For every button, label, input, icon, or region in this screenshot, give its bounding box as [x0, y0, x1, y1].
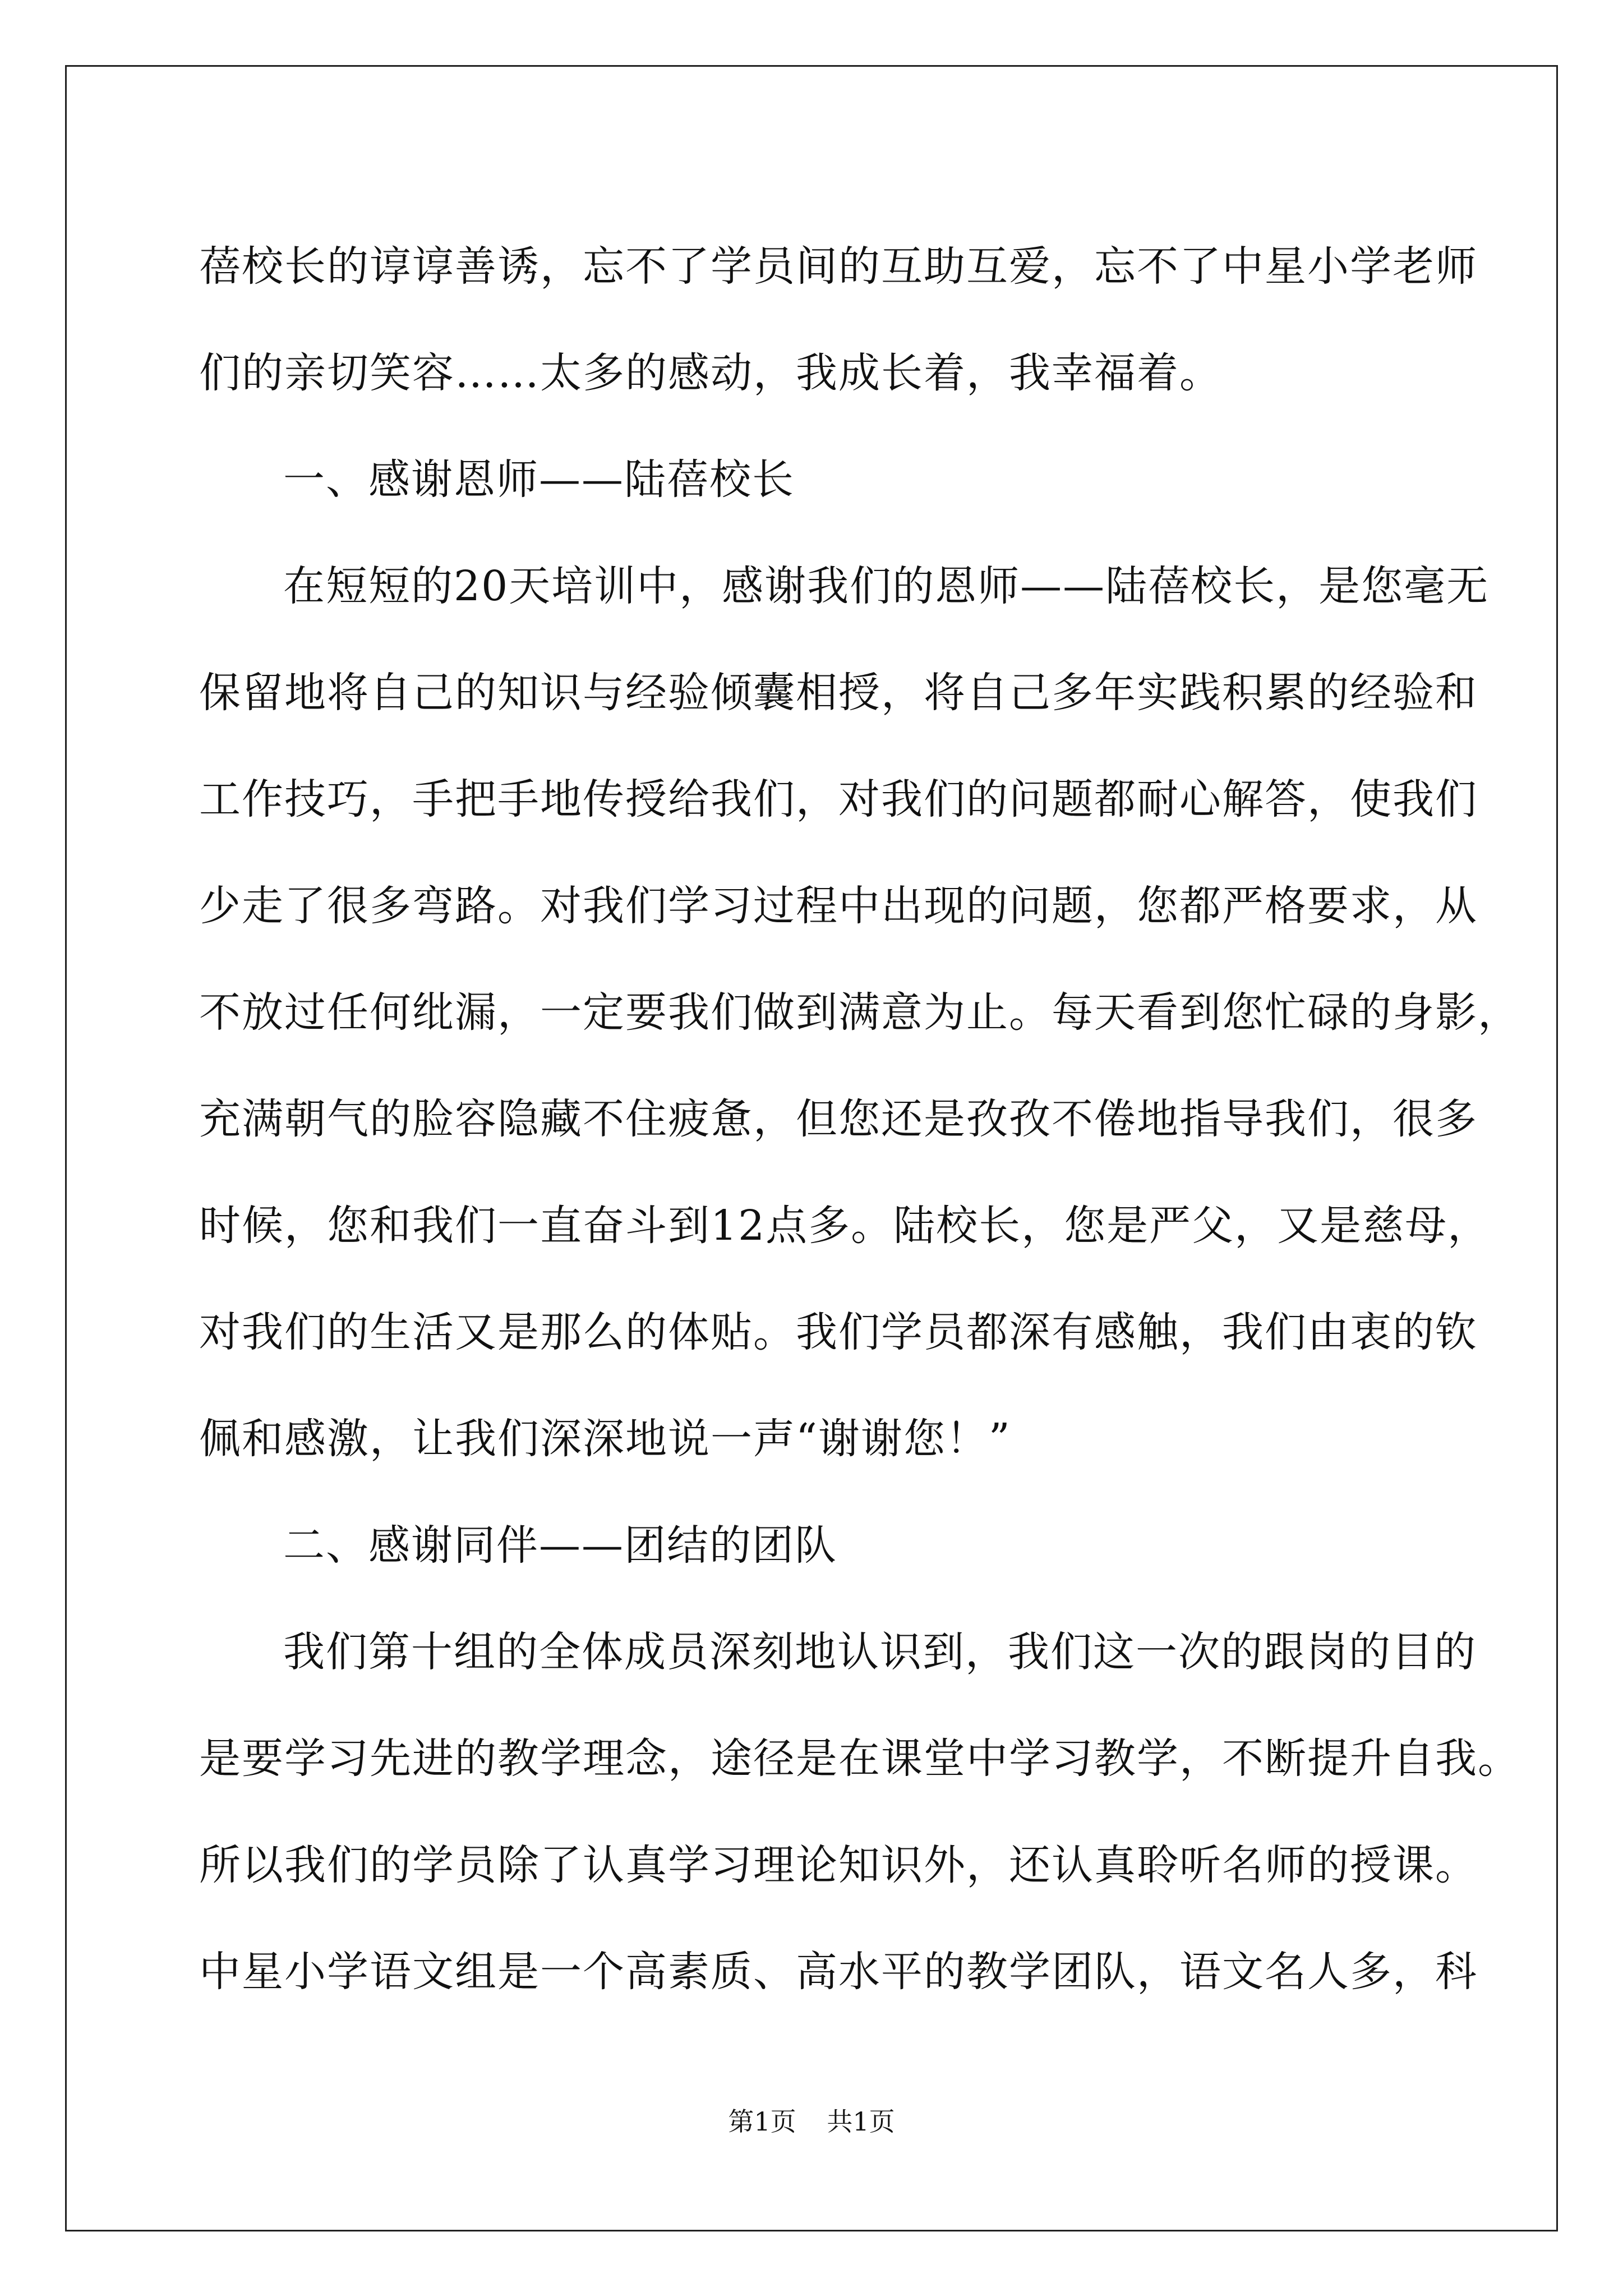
- page-number: 第1页: [728, 2106, 796, 2137]
- text-line: 保留地将自己的知识与经验倾囊相授，将自己多年实践积累的经验和: [199, 669, 1478, 717]
- text-line: 们的亲切笑容……太多的感动，我成长着，我幸福着。: [199, 349, 1222, 397]
- text-line: 对我们的生活又是那么的体贴。我们学员都深有感触，我们由衷的钦: [199, 1308, 1478, 1356]
- text-line: 充满朝气的脸容隐藏不住疲惫，但您还是孜孜不倦地指导我们，很多: [199, 1095, 1478, 1143]
- text-line: 蓓校长的谆谆善诱，忘不了学员间的互助互爱，忘不了中星小学老师: [199, 242, 1478, 291]
- text-line: 时候，您和我们一直奋斗到12点多。陆校长，您是严父，又是慈母，: [199, 1202, 1491, 1250]
- page-total: 共1页: [827, 2106, 895, 2137]
- text-line: 中星小学语文组是一个高素质、高水平的教学团队，语文名人多，科: [199, 1948, 1478, 1996]
- section-heading: 一、感谢恩师——陆蓓校长: [283, 455, 795, 504]
- section-heading: 二、感谢同伴——团结的团队: [283, 1521, 837, 1570]
- document-body: [199, 213, 1520, 2025]
- paragraph-start: 我们第十组的全体成员深刻地认识到，我们这一次的跟岗的目的: [283, 1628, 1477, 1676]
- text-line: 是要学习先进的教学理念，途径是在课堂中学习教学，不断提升自我。: [199, 1734, 1520, 1783]
- text-line: 不放过任何纰漏，一定要我们做到满意为止。每天看到您忙碌的身影，: [199, 988, 1520, 1037]
- paragraph-start: 在短短的20天培训中，感谢我们的恩师——陆蓓校长，是您毫无: [283, 562, 1490, 610]
- text-line: 少走了很多弯路。对我们学习过程中出现的问题，您都严格要求，从: [199, 882, 1478, 930]
- text-line: 佩和感激，让我们深深地说一声“谢谢您！”: [199, 1415, 1011, 1463]
- page-footer: [0, 2105, 1623, 2138]
- text-line: 所以我们的学员除了认真学习理论知识外，还认真聆听名师的授课。: [199, 1841, 1478, 1889]
- text-line: 工作技巧，手把手地传授给我们，对我们的问题都耐心解答，使我们: [199, 775, 1478, 823]
